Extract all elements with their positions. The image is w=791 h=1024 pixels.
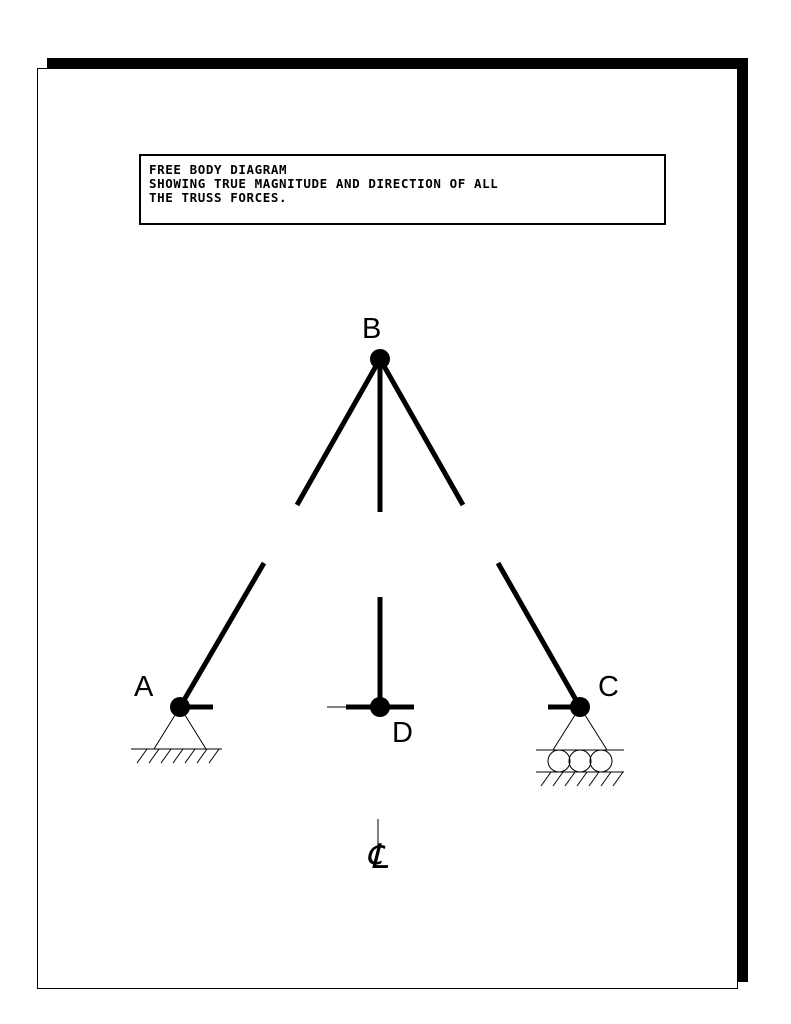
joint-b <box>370 349 390 369</box>
member-ab-upper <box>297 359 380 505</box>
node-label-d: D <box>392 717 413 749</box>
joint-d <box>370 697 390 717</box>
node-label-a: A <box>134 671 154 703</box>
member-bc-upper <box>380 359 463 505</box>
title-line-3: THE TRUSS FORCES. <box>149 190 288 205</box>
joint-a <box>170 697 190 717</box>
member-ab-lower <box>180 563 264 707</box>
joint-b-members <box>297 359 463 512</box>
title-line-1: FREE BODY DIAGRAM <box>149 162 288 177</box>
node-label-b: B <box>362 313 382 345</box>
roller-1 <box>548 750 570 772</box>
joint-c <box>570 697 590 717</box>
roller-3 <box>590 750 612 772</box>
centerline-symbol: ℄ <box>366 839 388 876</box>
title-line-2: SHOWING TRUE MAGNITUDE AND DIRECTION OF ALL <box>149 176 499 191</box>
roller-support-c <box>536 707 624 786</box>
node-label-c: C <box>598 671 619 703</box>
roller-2 <box>569 750 591 772</box>
joint-lower-members <box>180 563 580 707</box>
member-bc-lower <box>498 563 580 707</box>
